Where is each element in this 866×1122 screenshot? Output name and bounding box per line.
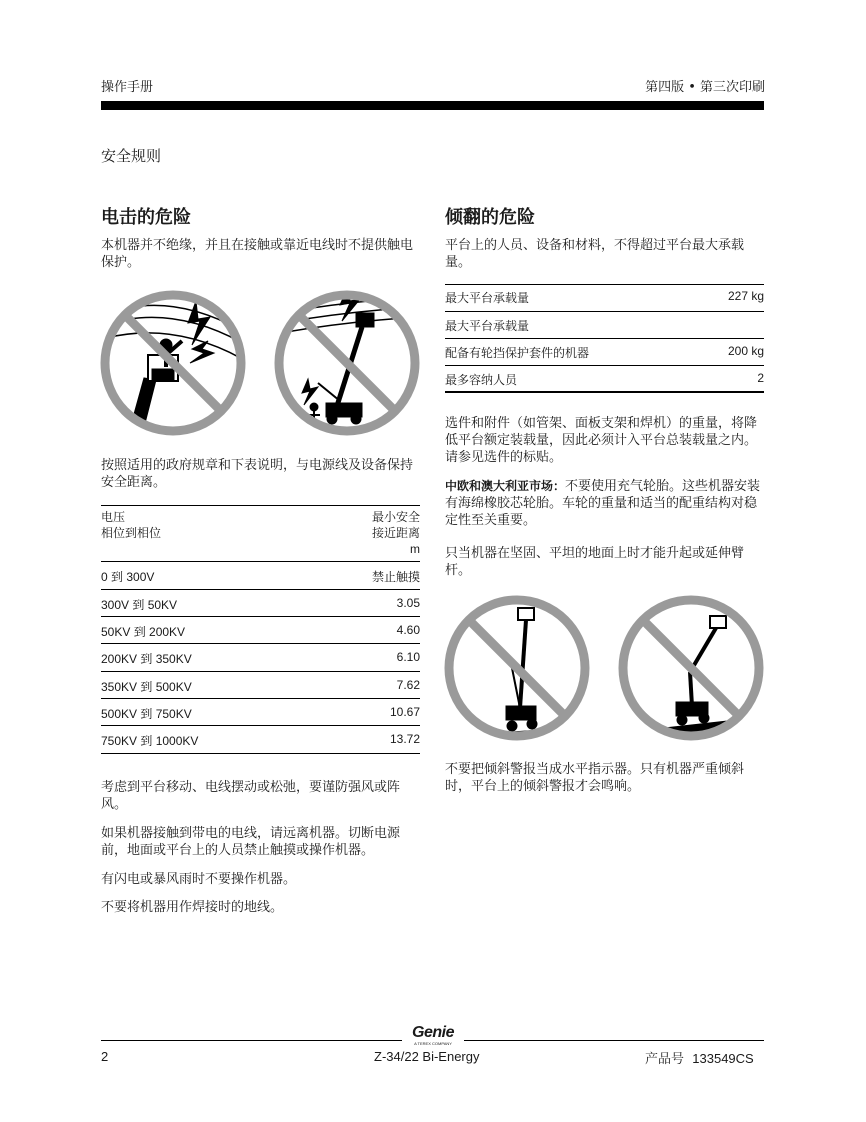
tip-over-intro: 平台上的人员、设备和材料，不得超过平台最大承载量。: [445, 238, 745, 270]
table-row-distance: 7.62: [396, 678, 420, 692]
table-top-rule: [101, 505, 420, 506]
electrocution-intro: 本机器并不绝缘，并且在接触或靠近电线时不提供触电保护。: [101, 238, 414, 270]
table-row-distance: 禁止触摸: [371, 570, 420, 584]
contact-warning: 如果机器接触到带电的电线，请远离机器。切断电源前，地面或平台上的人员禁止触摸或操作机器。: [101, 826, 401, 858]
capacity-row-label: 配备有轮挡保护套件的机器: [445, 346, 590, 360]
capacity-table-top-rule: [445, 284, 764, 285]
market-label: 中欧和澳大利亚市场：: [445, 479, 566, 493]
distance-note: 按照适用的政府规章和下表说明，与电源线及设备保持安全距离。: [101, 458, 414, 490]
prohibition-icon-slope-articulated: [614, 588, 769, 748]
table-row-voltage: 50KV 到 200KV: [101, 625, 186, 639]
table-row-distance: 13.72: [389, 732, 420, 746]
tire-note: 中欧和澳大利亚市场：不要使用充气轮胎。这些机器安装有海绵橡胶芯轮胎。车轮的重量和适当的配重结构对稳定性至关重要。: [445, 479, 761, 528]
capacity-row-label: 最大平台承载量: [445, 291, 530, 305]
capacity-row-label: 最多容纳人员: [445, 373, 518, 387]
table-row-voltage: 350KV 到 500KV: [101, 680, 192, 694]
tilt-alarm-note: 不要把倾斜警报当成水平指示器。只有机器严重倾斜时，平台上的倾斜警报才会鸣响。: [445, 762, 745, 794]
table-row-voltage: 0 到 300V: [101, 570, 155, 584]
prohibition-icon-boomlift-lines: [270, 283, 425, 443]
table-row-distance: 6.10: [396, 650, 420, 664]
genie-logo: Genie A TEREX COMPANY: [402, 1024, 464, 1048]
table-row-voltage: 300V 到 50KV: [101, 598, 178, 612]
header-manual-title: 操作手册: [101, 80, 154, 95]
header-edition: 第四版 • 第三次印刷: [645, 80, 765, 95]
ground-note: 只当机器在坚固、平坦的地面上时才能升起或延伸臂杆。: [445, 546, 745, 578]
capacity-table-bottom-rule: [445, 391, 764, 393]
table-bottom-rule: [101, 753, 420, 754]
table-row-distance: 4.60: [396, 623, 420, 637]
capacity-row-value: 227 kg: [727, 289, 764, 303]
section-title: 安全规则: [101, 147, 162, 165]
options-weight-note: 选件和附件（如管架、面板支架和焊机）的重量，将降低平台额定装载量，因此必须计入平台总装载量之内。请参见选件的标贴。: [445, 416, 758, 465]
welding-warning: 不要将机器用作焊接时的地线。: [101, 900, 284, 915]
part-number: 产品号 133549CS: [645, 1051, 754, 1067]
capacity-row-label: 最大平台承载量: [445, 319, 530, 333]
table-row-distance: 3.05: [396, 596, 420, 610]
voltage-header: 电压 相位到相位: [101, 510, 162, 540]
table-row-voltage: 750KV 到 1000KV: [101, 734, 199, 748]
capacity-row-value: 2: [757, 371, 764, 385]
electrocution-title: 电击的危险: [101, 207, 191, 228]
model-name: Z-34/22 Bi-Energy: [374, 1049, 480, 1064]
page-number: 2: [101, 1049, 109, 1064]
table-row-voltage: 200KV 到 350KV: [101, 652, 192, 666]
tip-over-title: 倾翻的危险: [445, 207, 535, 228]
table-row-distance: 10.67: [389, 705, 420, 719]
header-rule: [101, 101, 764, 110]
distance-header: 最小安全 接近距离 m: [371, 510, 420, 556]
capacity-row-value: 200 kg: [727, 344, 764, 358]
prohibition-icon-slope-boom: [440, 588, 595, 748]
table-row-voltage: 500KV 到 750KV: [101, 707, 192, 721]
wind-warning: 考虑到平台移动、电线摆动或松弛，要谨防强风或阵风。: [101, 780, 401, 812]
lightning-warning: 有闪电或暴风雨时不要操作机器。: [101, 872, 297, 887]
prohibition-icon-lineman: [96, 283, 251, 443]
